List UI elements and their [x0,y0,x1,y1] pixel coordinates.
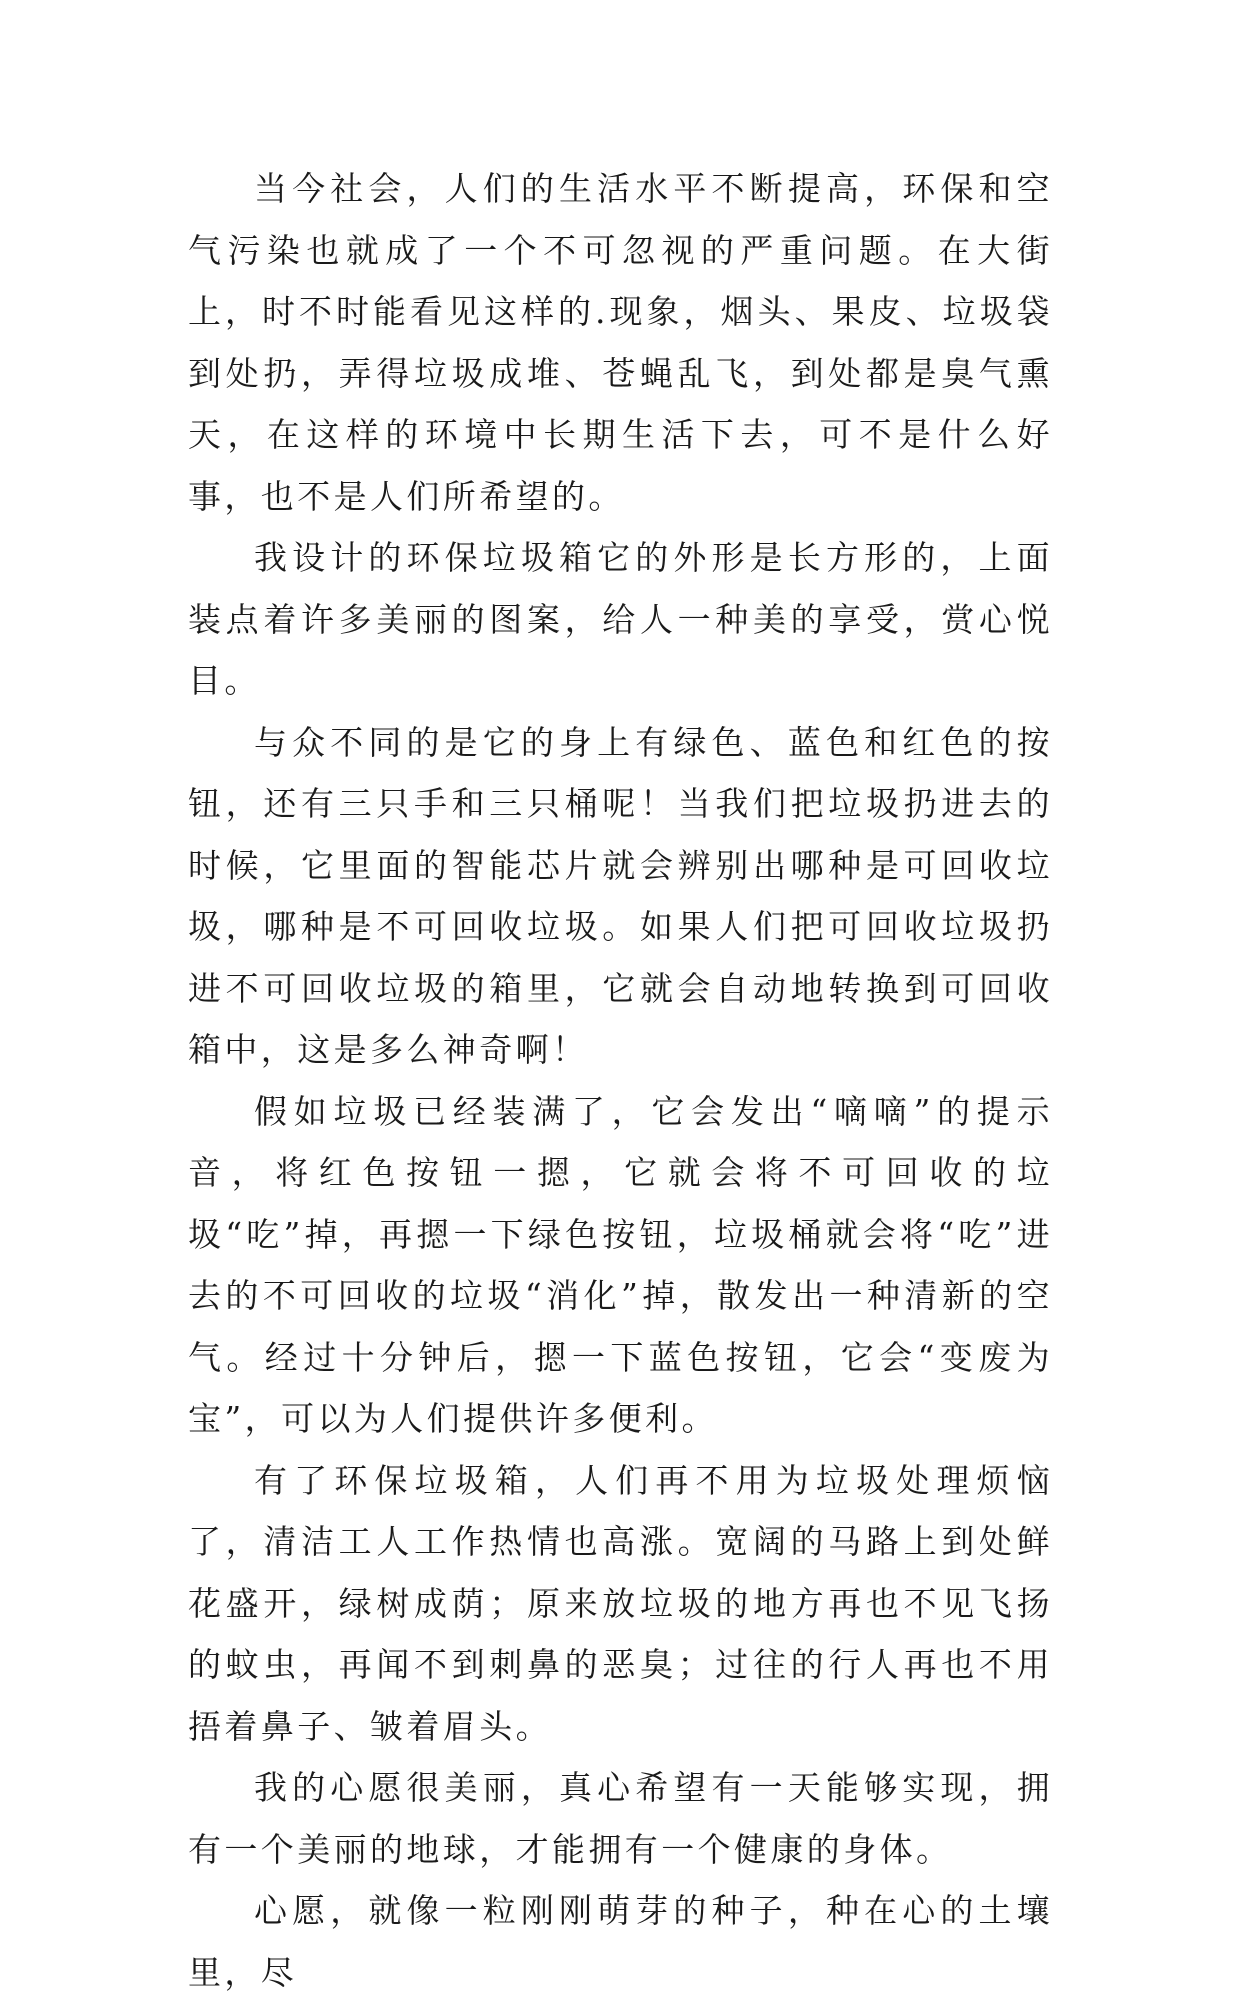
paragraph-7: 心愿，就像一粒刚刚萌芽的种子，种在心的土壤里，尽 [188,1891,1053,1992]
paragraph-5: 有了环保垃圾箱，人们再不用为垃圾处理烦恼了，清洁工人工作热情也高涨。宽阔的马路上到处鲜花盛开，绿树成荫；原来放垃圾的地方再也不见飞扬的蚊虫，再闻不到刺鼻的恶臭；过往的行人再也不用捂着鼻子、皱着眉头。 [188,1460,1053,1746]
paragraph-6: 我的心愿很美丽，真心希望有一天能够实现，拥有一个美丽的地球，才能拥有一个健康的身体。 [188,1768,1053,1869]
paragraph-3: 与众不同的是它的身上有绿色、蓝色和红色的按钮，还有三只手和三只桶呢！当我们把垃圾扔进去的时候，它里面的智能芯片就会辨别出哪种是可回收垃圾，哪种是不可回收垃圾。如果人们把可回收垃圾扔进不可回收垃圾的箱里，它就会自动地转换到可回收箱中，这是多么神奇啊！ [188,722,1053,1069]
paragraph-4: 假如垃圾已经装满了，它会发出“嘀嘀”的提示音，将红色按钮一摁，它就会将不可回收的垃圾“吃”掉，再摁一下绿色按钮，垃圾桶就会将“吃”进去的不可回收的垃圾“消化”掉，散发出一种清新的空气。经过十分钟后，摁一下蓝色按钮，它会“变废为宝”，可以为人们提供许多便利。 [188,1091,1053,1438]
paragraph-1: 当今社会，人们的生活水平不断提高，环保和空气污染也就成了一个不可忽视的严重问题。在大街上，时不时能看见这样的.现象，烟头、果皮、垃圾袋到处扔，弄得垃圾成堆、苍蝇乱飞，到处都是臭气熏天，在这样的环境中长期生活下去，可不是什么好事，也不是人们所希望的。 [188,169,1053,516]
document-body [188,158,1053,2003]
paragraph-2: 我设计的环保垃圾箱它的外形是长方形的，上面装点着许多美丽的图案，给人一种美的享受，赏心悦目。 [188,538,1053,700]
